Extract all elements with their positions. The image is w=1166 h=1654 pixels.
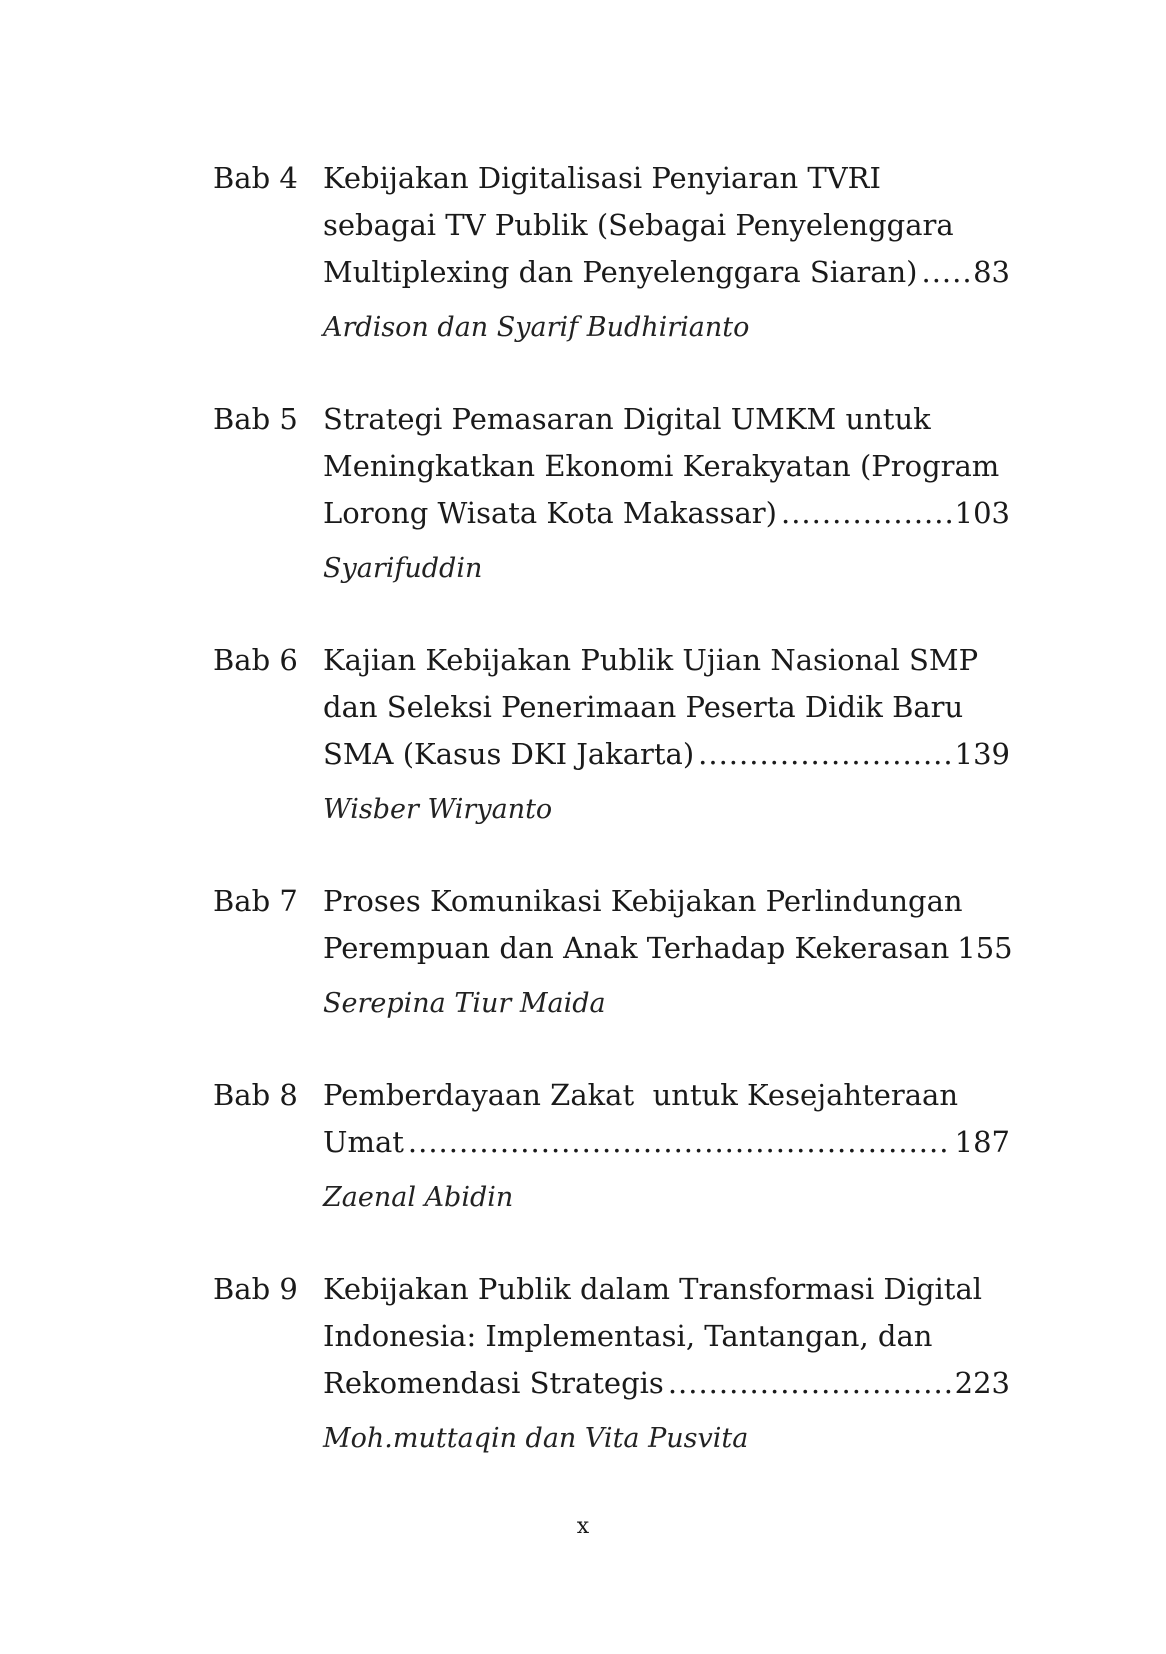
chapter-title-last-line — [323, 731, 1010, 778]
dot-leader — [922, 249, 970, 296]
table-of-contents — [213, 155, 1013, 1457]
chapter-title-line: Kebijakan Digitalisasi Penyiaran TVRI — [323, 161, 881, 195]
chapter-title-line: Meningkatkan Ekonomi Kerakyatan (Program — [323, 449, 1000, 483]
chapter-title-last-line — [323, 249, 1010, 296]
chapter-number: Bab 8 — [213, 1078, 298, 1112]
chapter-title-line: SMA (Kasus DKI Jakarta) — [323, 737, 695, 771]
chapter-title-line: Multiplexing dan Penyelenggara Siaran) — [323, 255, 918, 289]
chapter-title-line: Kebijakan Publik dalam Transformasi Digital — [323, 1272, 983, 1306]
entry-body — [323, 396, 1010, 587]
dot-leader — [698, 731, 951, 778]
page-reference: 139 — [954, 737, 1010, 771]
page-reference: 187 — [954, 1125, 1010, 1159]
chapter-number: Bab 5 — [213, 402, 298, 436]
entry-body — [323, 878, 1013, 1022]
chapter-number: Bab 6 — [213, 643, 298, 677]
chapter-author: Syarifuddin — [323, 553, 483, 584]
chapter-author: Wisber Wiryanto — [323, 794, 553, 825]
chapter-title-last-line — [323, 925, 1013, 972]
chapter-title-line: dan Seleksi Penerimaan Peserta Didik Baru — [323, 690, 964, 724]
chapter-title-line: Lorong Wisata Kota Makassar) — [323, 496, 777, 530]
page-reference: 83 — [973, 255, 1010, 289]
toc-entry-bab-8[interactable] — [213, 1072, 1010, 1216]
toc-entry-bab-7[interactable] — [213, 878, 1013, 1022]
page-number: x — [576, 1514, 590, 1539]
toc-entry-bab-4[interactable] — [213, 155, 1010, 346]
chapter-title-last-line — [323, 1360, 1010, 1407]
chapter-number: Bab 4 — [213, 161, 298, 195]
entry-body — [323, 1072, 1010, 1216]
toc-entry-bab-6[interactable] — [213, 637, 1010, 828]
chapter-title-line: Umat — [323, 1125, 404, 1159]
page-reference: 223 — [954, 1366, 1010, 1400]
chapter-author: Serepina Tiur Maida — [323, 988, 606, 1019]
toc-entry-bab-9[interactable] — [213, 1266, 1010, 1457]
chapter-title-line: Kajian Kebijakan Publik Ujian Nasional SMP — [323, 643, 979, 677]
chapter-author: Moh.muttaqin dan Vita Pusvita — [323, 1423, 749, 1454]
dot-leader — [668, 1360, 951, 1407]
chapter-title-line: Perempuan dan Anak Terhadap Kekerasan — [323, 931, 950, 965]
chapter-title-line: Proses Komunikasi Kebijakan Perlindungan — [323, 884, 963, 918]
chapter-author: Ardison dan Syarif Budhirianto — [323, 312, 750, 343]
entry-body — [323, 637, 1010, 828]
chapter-number: Bab 7 — [213, 884, 298, 918]
chapter-number: Bab 9 — [213, 1272, 298, 1306]
toc-entry-bab-5[interactable] — [213, 396, 1010, 587]
page-reference: 155 — [957, 931, 1013, 965]
dot-leader — [781, 490, 951, 537]
page-reference: 103 — [954, 496, 1010, 530]
chapter-title-line: Indonesia: Implementasi, Tantangan, dan — [323, 1319, 933, 1353]
dot-leader — [408, 1119, 951, 1166]
chapter-title-last-line — [323, 1119, 1010, 1166]
entry-body — [323, 155, 1010, 346]
chapter-title-line: Pemberdayaan Zakat untuk Kesejahteraan — [323, 1078, 959, 1112]
entry-body — [323, 1266, 1010, 1457]
chapter-title-last-line — [323, 490, 1010, 537]
chapter-title-line: sebagai TV Publik (Sebagai Penyelenggara — [323, 208, 954, 242]
chapter-author: Zaenal Abidin — [323, 1182, 514, 1213]
chapter-title-line: Rekomendasi Strategis — [323, 1366, 664, 1400]
chapter-title-line: Strategi Pemasaran Digital UMKM untuk — [323, 402, 931, 436]
